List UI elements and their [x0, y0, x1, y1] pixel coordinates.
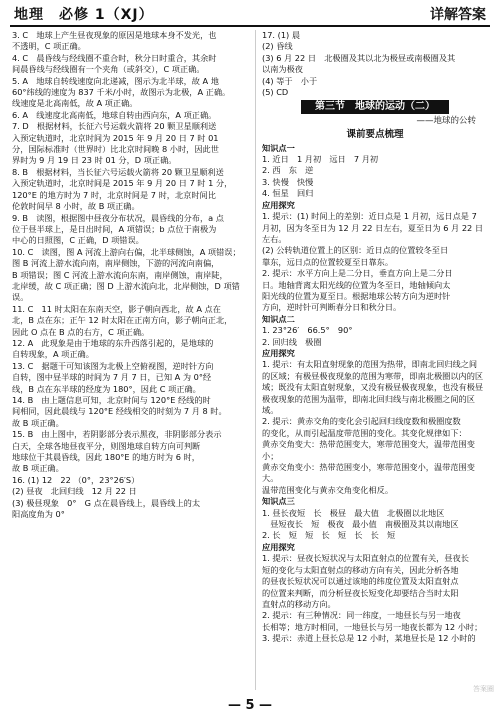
text-line: 入预定轨道时，北京时间为 2015 年 9 月 20 日 7 时 01: [12, 132, 219, 143]
text-line: 的位置来判断，而分析昼夜长短变化却要结合当时太阳: [262, 587, 459, 598]
text-line: 的变化，从而引起温度带范围的变化。其变化规律如下：: [262, 427, 467, 438]
text-line: 阳光线的位置为夏至日。根据地球公转方向为逆时针: [262, 290, 451, 301]
text-line: 白天，全球各地昼夜平分，则图地球自转方向可判断: [12, 440, 201, 451]
text-line: 3. C 地球上产生昼夜现象的原因是地球本身不发光，也: [12, 30, 217, 40]
text-line: 域；既没有太阳直射现象，又没有极昼极夜现象，也没有极昼: [262, 382, 484, 393]
text-line: 1. 提示：昼夜长短状况与太阳直射点的位置有关，昼夜长: [262, 553, 469, 564]
section-subhead: 课前要点梳理: [346, 129, 404, 141]
text-line: 昼短夜长 短 极夜 最小值 南极圈及其以南地区: [262, 519, 459, 530]
header-answers-label: 详解答案: [430, 7, 486, 23]
text-line: 1. 23°26′ 66.5° 90°: [262, 325, 353, 336]
text-line: 因此 O 点在 B 点的右方，C 项正确。: [12, 326, 150, 337]
header-subject: 地理 必修 1（XJ）: [14, 7, 154, 23]
text-line: 温带范围变化与黄赤交角变化相反。: [262, 484, 394, 495]
text-line: 120°E 的地方时为 7 时，北京时间是 7 时，北京时间比: [12, 189, 216, 200]
text-line: 12. A 此现象是由于地球的东升西落引起的，是地球的: [12, 337, 214, 348]
text-line: (2) 昏线: [262, 41, 293, 52]
text-line: 1. 提示：有太阳直射现象的范围为热带，即南北回归线之间: [262, 359, 478, 370]
text-line: (3) 极昼现象 0° G 点在晨昏线上，晨昏线上的太: [12, 497, 201, 508]
text-line: 10. C 读图，图 A 河流上游向右偏，北半球侧蚀，A 项错误；: [12, 246, 241, 257]
left-column: [12, 30, 248, 520]
text-line: 应用探究: [262, 199, 295, 210]
page-number: — 5 —: [227, 698, 273, 713]
text-line: 60°纬线的速度为 837 千米/小时，故图示为北极，A 正确。: [12, 87, 231, 98]
text-line: 直射点的移动方向。: [262, 598, 336, 609]
text-line: 3. 提示：赤道上昼长总是 12 小时，某地昼长是 12 小时的: [262, 633, 476, 644]
text-line: 14. B 由上题信息可知，北京时间与 120°E 经线的时: [12, 395, 211, 405]
text-line: 16. (1) 12 22 （0°，23°26′S）: [12, 474, 140, 485]
text-line: 分，国际标准时（世界时）比北京时间晚 8 小时，因此世: [12, 144, 219, 155]
text-line: 5. A 地球自转线速度向北递减，图示为北半球，故 A 地: [12, 75, 219, 86]
text-line: (2) 公转轨道位置上的区别：近日点的位置较冬至日: [262, 245, 449, 256]
text-line: (5) CD: [262, 87, 289, 98]
text-line: 位于昼半球上，是日出时间，A 项错误；b 点位于南极为: [12, 223, 217, 234]
text-line: 间晨昏线与经线圈有一个夹角（或斜交），C 项正确。: [12, 64, 205, 75]
text-line: B 项错误；图 C 河流上游水流向东南，南岸侧蚀，南岸陡，: [12, 269, 228, 280]
text-line: 故 B 项正确。: [12, 463, 64, 474]
text-line: 极夜现象的范围为温带，即南北回归线与南北极圈之间的区域。: [262, 393, 475, 415]
right-body: [262, 143, 488, 645]
text-line: 黄赤交角变大：热带范围变大，寒带范围变大，温带范围变小；: [262, 439, 475, 461]
text-line: 自转，图中昼半球的时间为 7 月 7 日，已知 A 为 0°经: [12, 372, 212, 383]
text-line: (2) 昼夜 北回归线 12 月 22 日: [12, 486, 137, 497]
text-line: 阳高度角为 0°: [12, 509, 65, 520]
text-line: 左右。: [262, 233, 287, 244]
right-column: [262, 30, 488, 645]
text-line: 13. C 据题干可知该图为北极上空俯视图，逆时针方向: [12, 360, 214, 371]
page-header: [0, 0, 500, 28]
text-line: 的昼夜长短状况可以通过该地的纬度位置及太阳直射点: [262, 576, 459, 587]
header-rule: [10, 25, 490, 27]
text-line: 2. 长 短 短 长 短 长 长 短: [262, 530, 396, 541]
text-line: 线速度是北高南低，故 A 项正确。: [12, 98, 138, 109]
text-line: 17. (1) 晨: [262, 30, 301, 40]
text-line: 知识点二: [262, 313, 295, 324]
section-subtitle: ——地球的公转: [416, 115, 476, 126]
text-line: 2. 回归线 极圈: [262, 336, 322, 347]
text-line: 以南为极夜: [262, 64, 303, 75]
text-line: 1. 提示：(1) 时间上的差别：近日点是 1 月初，远日点是 7: [262, 211, 477, 222]
watermark-logo: 答案圈: [473, 685, 494, 693]
text-line: 月初，因为冬至日为 12 月 22 日左右，夏至日为 6 月 22 日: [262, 222, 484, 233]
text-line: 8. B 根据材料，当长征六号运载火箭将 20 颗卫星顺利送: [12, 166, 224, 177]
text-line: 靠东，远日点的位置较夏至日靠东。: [262, 256, 394, 267]
text-line: 应用探究: [262, 541, 295, 552]
text-line: 入预定轨道时，北京时间是 2015 年 9 月 20 日 7 时 1 分，: [12, 178, 233, 189]
text-line: 3. 快慢 快慢: [262, 176, 314, 187]
text-line: 线，B 点在东半球的经度为 180°，因此 C 项正确。: [12, 383, 201, 394]
text-line: 2. 西 东 逆: [262, 165, 314, 176]
right-top-answers: [262, 30, 488, 98]
text-line: (3) 6 月 22 日 北极圈及其以北为极昼或南极圈及其: [262, 52, 456, 63]
text-line: 中心的日照图，C 正确，D 项错误。: [12, 235, 144, 246]
text-line: 故 B 项正确。: [12, 417, 64, 428]
text-line: 伦敦时间早 8 小时，故 B 项正确。: [12, 201, 140, 212]
text-line: 短的变化与太阳直射点的移动方向有关，因此分析各地: [262, 564, 459, 575]
text-line: 自转现象，A 项正确。: [12, 349, 94, 360]
text-line: 2. 提示：有三种情况：同一纬度，一地昼长与另一地夜: [262, 610, 461, 621]
text-line: 知识点三: [262, 496, 295, 507]
text-line: 9. B 读图，根据图中昼夜分布状况，晨昏线的分布，a 点: [12, 212, 224, 223]
text-line: 1. 近日 1 月初 远日 7 月初: [262, 154, 379, 165]
text-line: 界时为 9 月 19 日 23 时 01 分，D 项正确。: [12, 155, 177, 166]
text-line: 间相同，因此晨线与 120°E 经线相交的时刻为 7 月 8 时。: [12, 406, 227, 417]
text-line: 2. 提示：黄赤交角的变化会引起回归线度数和极圈度数: [262, 416, 461, 427]
text-line: 11. C 11 时太阳在东南天空，影子朝向西北，故 A 点在: [12, 303, 221, 314]
text-line: 1. 昼长夜短 长 极昼 最大值 北极圈以北地区: [262, 507, 445, 518]
text-line: 2. 提示：水平方向上是二分日，垂直方向上是二分日: [262, 268, 453, 279]
text-line: 日。地轴背离太阳光线的位置为冬至日，地轴倾向太: [262, 279, 451, 290]
text-line: 4. C 晨昏线与经线圈不重合时，秋分日时重合，其余时: [12, 52, 217, 63]
text-line: 地球位于其晨昏线，因此 180°E 的地方时为 6 时，: [12, 452, 200, 463]
column-divider: [255, 30, 256, 690]
section-title: 第三节 地球的运动（二）: [262, 100, 488, 113]
text-line: 4. 恒星 回归: [262, 188, 314, 199]
text-line: 方向，逆时针可判断春分日和秋分日。: [262, 302, 402, 313]
text-line: 黄赤交角变小：热带范围变小，寒带范围变小，温带范围变大。: [262, 462, 475, 484]
text-line: (4) 等于 小于: [262, 75, 318, 86]
text-line: 北，B 点在东；正午 12 时太阳在正南方向，影子朝向正北，: [12, 315, 233, 326]
text-line: 北岸缓，故 C 项正确；图 D 上游水流向北，北岸侧蚀，D 项错误。: [12, 280, 240, 303]
text-line: 知识点一: [262, 142, 295, 153]
text-line: 的区域；有极昼极夜现象的范围为寒带，即南北极圈以内的区: [262, 370, 484, 381]
text-line: 图 B 河流上游水流向南，南岸侧蚀，下游的河流向南偏，: [12, 258, 220, 269]
text-line: 7. D 根据材料，长征六号运载火箭将 20 颗卫星顺利送: [12, 121, 217, 132]
text-line: 应用探究: [262, 347, 295, 358]
text-line: 不透明，C 项正确。: [12, 41, 86, 52]
text-line: 15. B 由上图中，若阴影部分表示黑夜，非阴影部分表示: [12, 429, 222, 440]
text-line: 6. A 线速度北高南低，地球自转由西向东，A 项正确。: [12, 109, 217, 120]
text-line: 长相等；地方时相同，一地昼长与另一地夜长都为 12 小时；: [262, 621, 483, 632]
